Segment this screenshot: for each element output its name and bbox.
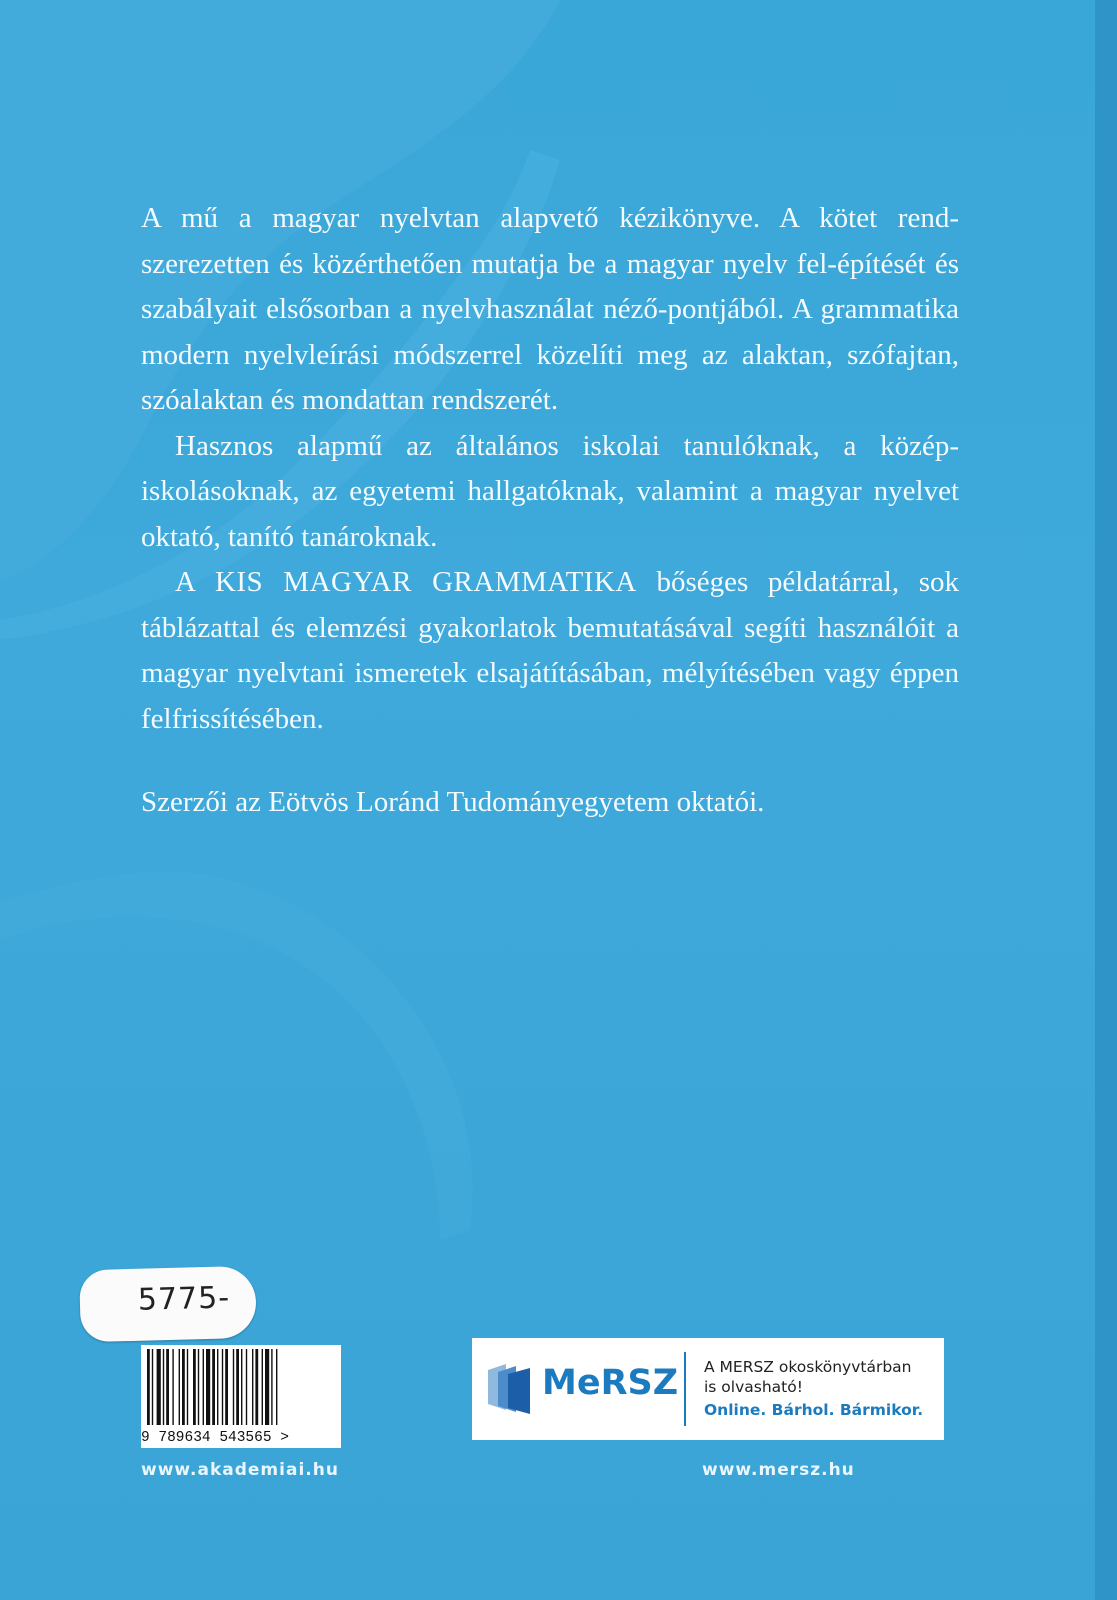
blurb-text [141, 196, 959, 826]
barcode-bars [141, 1345, 341, 1427]
mersz-url: www.mersz.hu [702, 1460, 855, 1480]
blurb-paragraph-3-text: bőséges példatárral, sok táblázattal és elemzési gyakorlatok bemutatásával segíti használóit a magyar nyelvtani ismeretek elsajátításában, mélyítésében vagy éppen felfrissítésében. [141, 566, 959, 735]
blurb-paragraph-2 [141, 424, 959, 561]
mersz-promo-box [472, 1338, 944, 1440]
price-sticker [79, 1266, 257, 1343]
mersz-tagline: Online. Bárhol. Bármikor. [704, 1401, 924, 1419]
price-sticker-text: 5775- [137, 1280, 231, 1318]
blurb-paragraph-4: Szerzői az Eötvös Loránd Tudományegyetem oktatói. [141, 786, 765, 818]
blurb-paragraph-1: A mű a magyar nyelvtan alapvető kézikönyve. A kötet rend-szerezetten és közérthetően mutatja be a magyar nyelv fel-építését és szabályait elsősorban a nyelvhasználat néző-pontjából. A grammatika modern nyelvleírási módszerrel közelíti meg az alaktan, szófajtan, szóalaktan és mondattan rendszerét. [141, 202, 959, 416]
mersz-text-line-2: is olvasható! [704, 1378, 803, 1396]
mersz-book-icon [484, 1360, 536, 1416]
mersz-divider [684, 1352, 686, 1426]
mersz-logo: MeRSZ [542, 1363, 679, 1403]
cover-edge [1095, 0, 1117, 1600]
book-title-smallcaps: A KIS MAGYAR GRAMMATIKA [175, 566, 637, 598]
isbn-barcode [141, 1345, 341, 1448]
blurb-paragraph-3 [141, 560, 959, 742]
mersz-text-line-1: A MERSZ okoskönyvtárban [704, 1358, 912, 1376]
publisher-url: www.akademiai.hu [141, 1460, 339, 1480]
isbn-number: 9 789634 543565 > [141, 1430, 289, 1446]
blurb-paragraph-2-text: Hasznos alapmű az általános iskolai tanulóknak, a közép-iskolásoknak, az egyetemi hallgatóknak, valamint a magyar nyelvet oktató, tanító tanároknak. [141, 429, 959, 553]
